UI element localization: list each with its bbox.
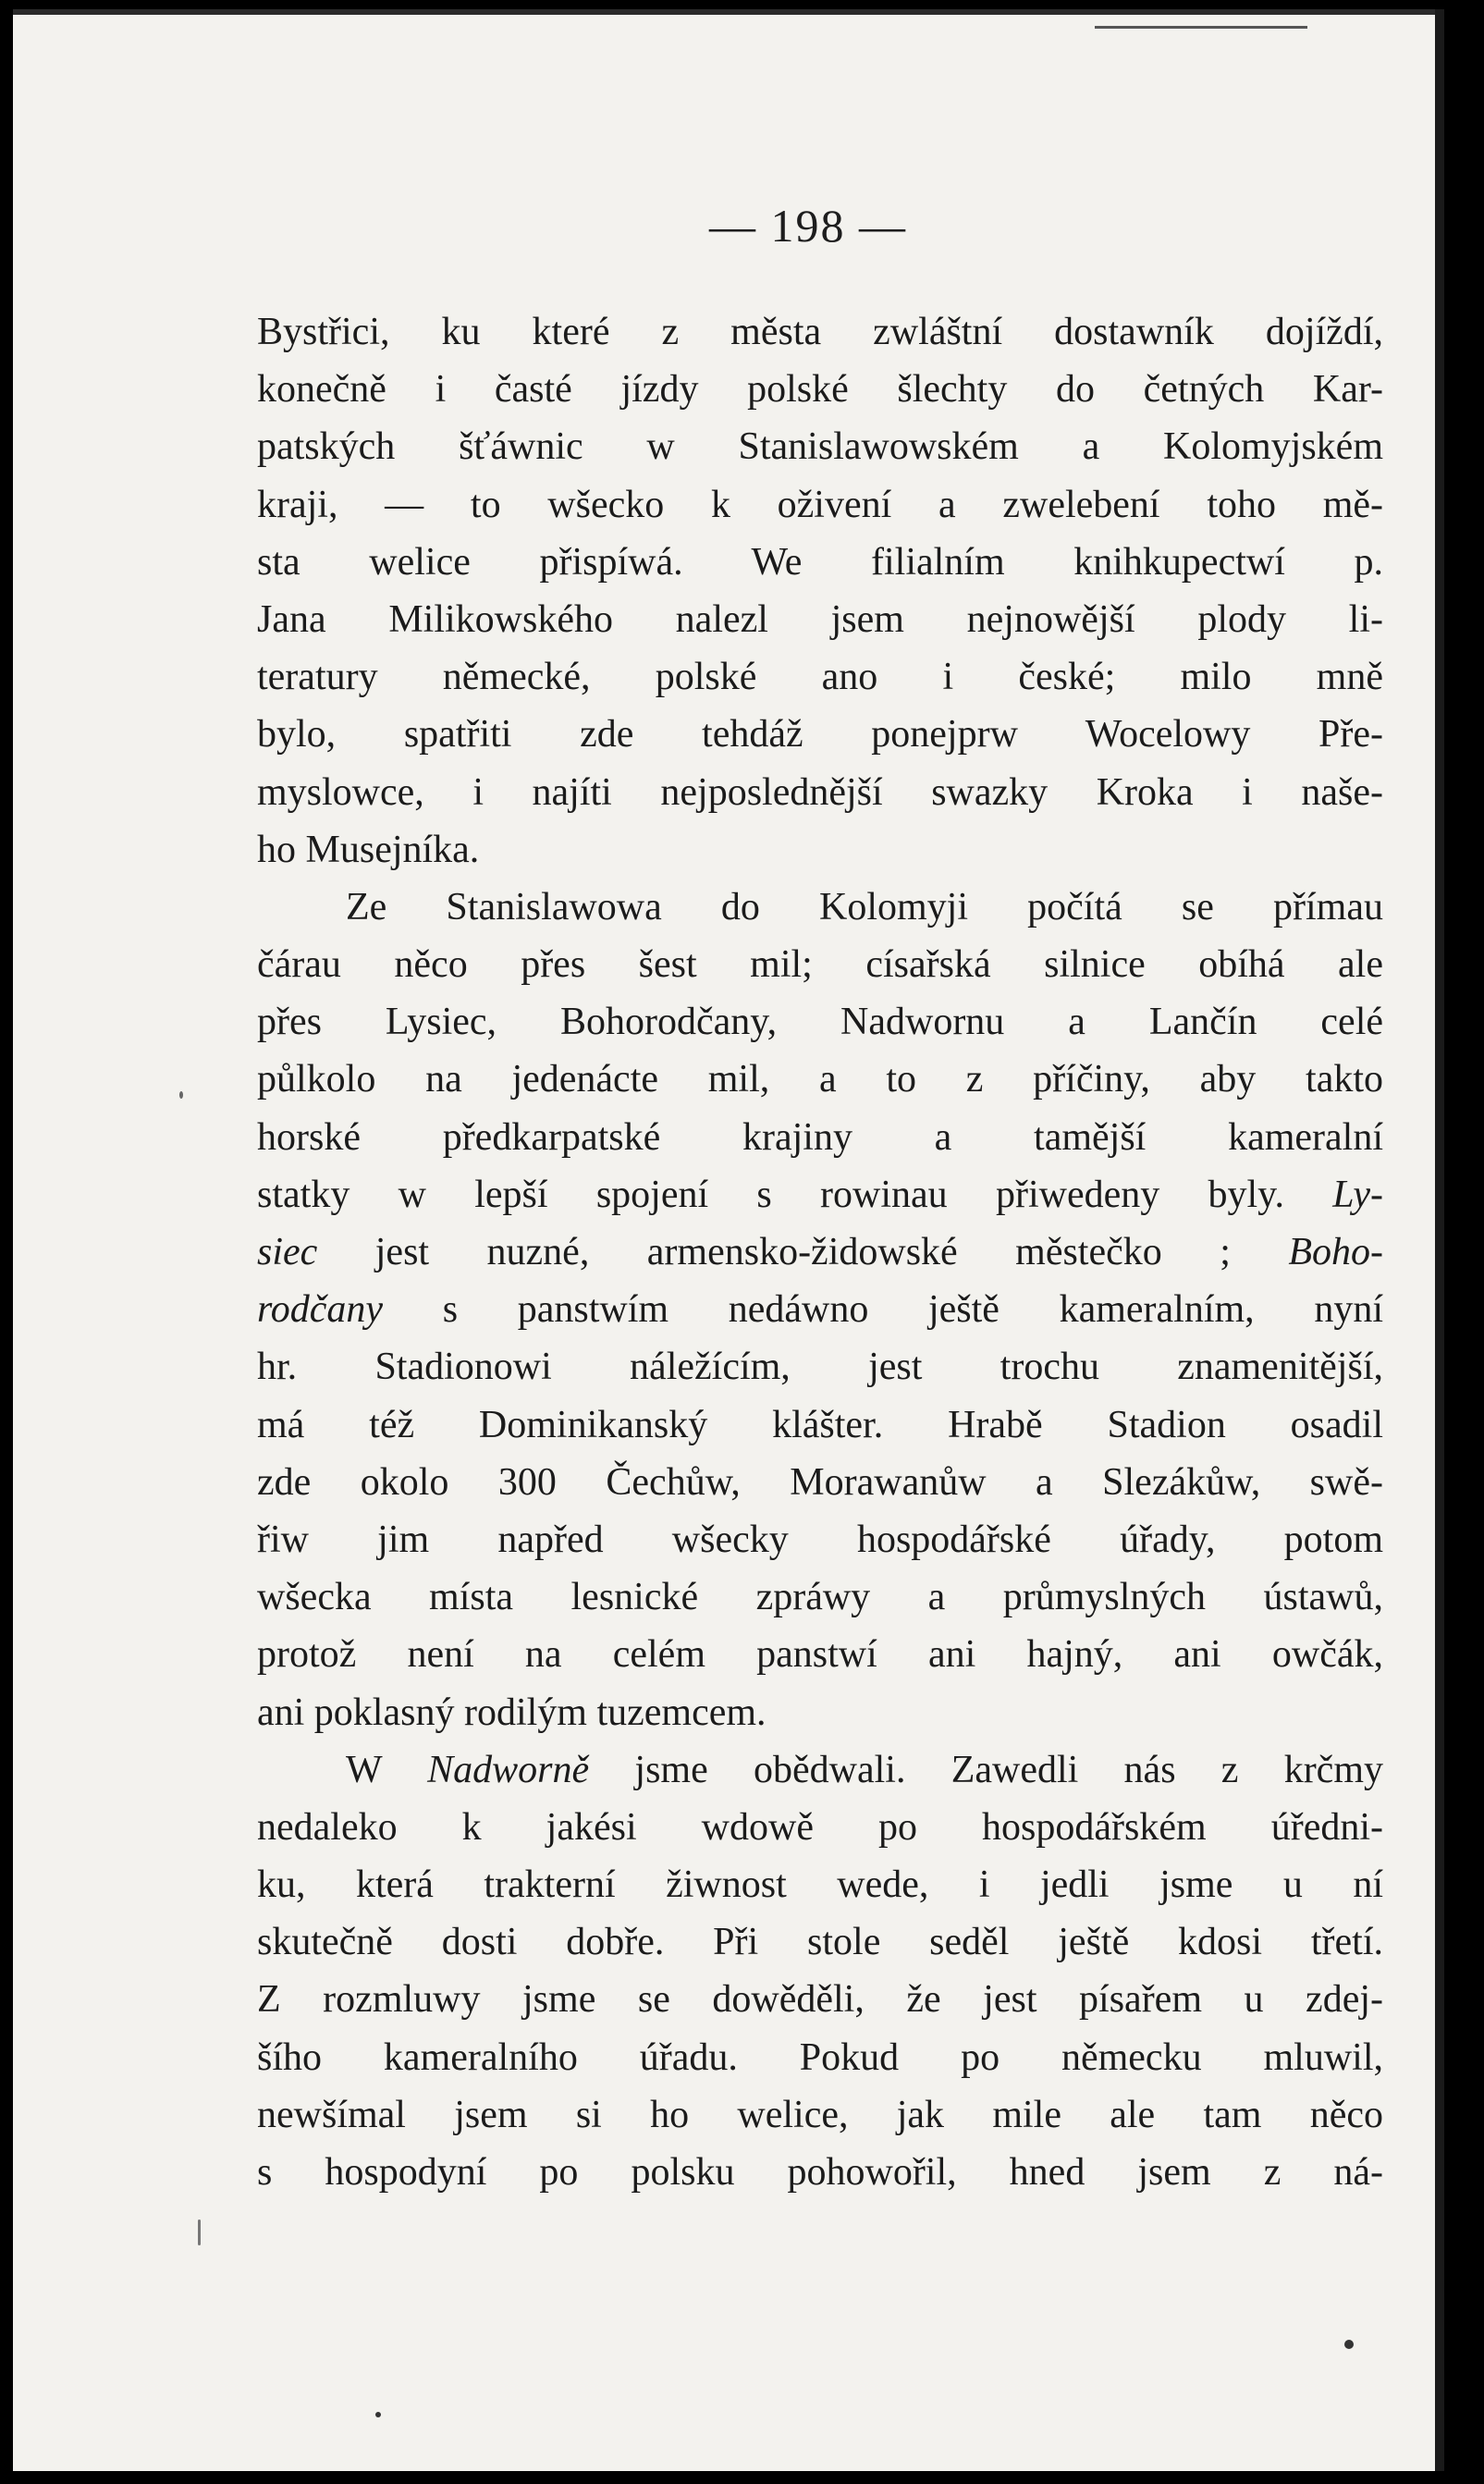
ink-speck xyxy=(198,2220,201,2245)
top-border xyxy=(13,9,1444,15)
text-line: hr. Stadionowi náležícím, jest trochu znamenitější, xyxy=(257,1346,1383,1389)
place-name: Ly- xyxy=(1332,1173,1383,1216)
place-name: Boho- xyxy=(1288,1231,1383,1273)
text-line: sta welice přispíwá. We filialním knihkupectwí p. xyxy=(257,540,1383,584)
text-line: teratury německé, polské ano i české; milo mně xyxy=(257,656,1383,699)
text-line: protož není na celém panstwí ani hajný, ani owčák, xyxy=(257,1633,1383,1677)
top-rule-mark xyxy=(1095,26,1307,29)
text-line: Ze Stanislawowa do Kolomyji počítá se přímau xyxy=(346,885,1383,928)
text-line: čárau něco přes šest mil; císařská silnice obíhá ale xyxy=(257,943,1383,987)
book-page xyxy=(13,9,1444,2471)
text-line: řiw jim napřed wšecky hospodářské úřady, potom xyxy=(257,1518,1383,1561)
text-line: siec jest nuzné, armensko-židowské městečko ; Boho- xyxy=(257,1231,1383,1273)
page-edge xyxy=(1435,9,1444,2471)
text-line: statky w lepší spojení s rowinau přiwedeny byly. Ly- xyxy=(257,1173,1383,1216)
text-line: šího kameralního úřadu. Pokud po německu mluwil, xyxy=(257,2035,1383,2079)
ink-speck xyxy=(375,2412,381,2417)
text-line: zde okolo 300 Čechůw, Morawanůw a Slezákůw, swě- xyxy=(257,1460,1383,1504)
text-line: Bystřici, ku které z města zwláštní dostawník dojíždí, xyxy=(257,311,1383,353)
body-text xyxy=(257,303,1383,2201)
text-line: nedaleko k jakési wdowě po hospodářském úředni- xyxy=(257,1805,1383,1849)
text-line: Z rozmluwy jsme se dowěděli, že jest písařem u zdej- xyxy=(257,1978,1383,2022)
text-line: patských šťáwnic w Stanislawowském a Kolomyjském xyxy=(257,425,1383,469)
text-line: půlkolo na jedenácte mil, a to z příčiny, aby takto xyxy=(257,1058,1383,1101)
text-line: Jana Milikowského nalezl jsem nejnowější plody li- xyxy=(257,597,1383,641)
text-line: W Nadworně jsme obědwali. Zawedli nás z krčmy xyxy=(346,1748,1383,1791)
place-name: siec xyxy=(257,1231,318,1273)
text-line: horské předkarpatské krajiny a tamější kameralní xyxy=(257,1115,1383,1159)
text-line: bylo, spatřiti zde tehdáž ponejprw Wocelowy Pře- xyxy=(257,713,1383,756)
place-name: rodčany xyxy=(257,1288,384,1332)
text-line: ani poklasný rodilým tuzemcem. xyxy=(257,1691,767,1734)
place-name: Nadworně xyxy=(427,1748,590,1791)
text-line: má též Dominikanský klášter. Hrabě Stadion osadil xyxy=(257,1403,1383,1446)
text-line: newšímal jsem si ho welice, jak mile ale tam něco xyxy=(257,2093,1383,2136)
text-line: rodčany s panstwím nedáwno ještě kameralním, nyní xyxy=(257,1288,1383,1332)
page-number: — 198 — xyxy=(709,200,907,252)
ink-speck xyxy=(1344,2340,1354,2349)
text-line: ku, která trakterní žiwnost wede, i jedli jsme u ní xyxy=(257,1863,1383,1907)
text-line: přes Lysiec, Bohorodčany, Nadwornu a Lančín celé xyxy=(257,1001,1383,1044)
ink-speck xyxy=(179,1091,183,1099)
text-line: ho Musejníka. xyxy=(257,828,480,871)
text-line: skutečně dosti dobře. Při stole seděl ještě kdosi třetí. xyxy=(257,1921,1383,1964)
text-line: myslowce, i najíti nejposlednější swazky Kroka i naše- xyxy=(257,770,1383,814)
text-line: s hospodyní po polsku pohowořil, hned jsem z ná- xyxy=(257,2151,1383,2194)
text-line: kraji, — to wšecko k oživení a zwelebení toho mě- xyxy=(257,483,1383,526)
text-line: wšecka místa lesnické zpráwy a průmyslných ústawů, xyxy=(257,1576,1383,1619)
text-line: konečně i časté jízdy polské šlechty do četných Kar- xyxy=(257,368,1383,412)
